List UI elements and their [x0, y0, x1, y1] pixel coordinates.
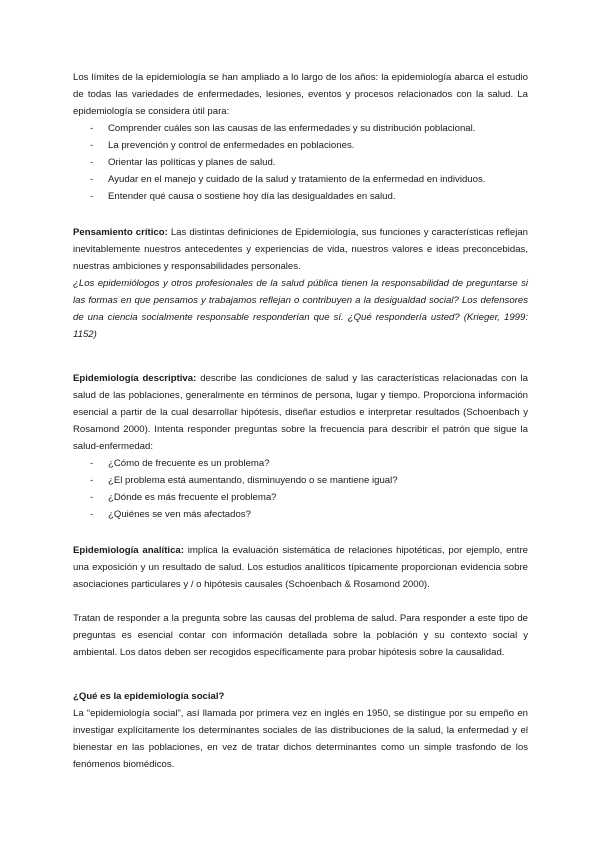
list-item: - Entender qué causa o sostiene hoy día las desigualdades en salud. [90, 191, 396, 202]
uses-list [73, 120, 528, 205]
social-epidemiology-paragraph: La “epidemiología social”, así llamada por primera vez en inglés en 1950, se distingue por su empeño en investigar explícitamente los determinantes sociales de las distribuciones de la salud, la enfermedad y el bienestar en las poblaciones, en vez de tratar dichos determinantes como un simple trasfondo de los fenómenos biomédicos. [73, 708, 528, 770]
social-epidemiology-heading: ¿Qué es la epidemiología social? [73, 691, 225, 702]
list-item: - Comprender cuáles son las causas de las enfermedades y su distribución poblacional. [90, 123, 476, 134]
critical-thinking-paragraph: Pensamiento crítico: Las distintas definiciones de Epidemiología, sus funciones y características reflejan inevitablemente nuestros antecedentes y experiencias de vida, nuestros valores e ideas preconcebidas, nuestras ambiciones y responsabilidades personales. [73, 227, 528, 272]
list-item: - La prevención y control de enfermedades en poblaciones. [90, 140, 355, 151]
descriptive-label: Epidemiología descriptiva: [73, 373, 197, 384]
analytic-paragraph: Epidemiología analítica: implica la evaluación sistemática de relaciones hipotéticas, por ejemplo, entre una exposición y un resultado de salud. Los estudios analíticos típicamente proporcionan evidencia sobre asociaciones particulares y / o hipótesis causales (Schoenbach & Rosamond 2000). [73, 545, 528, 590]
critical-thinking-quote: ¿Los epidemiólogos y otros profesionales de la salud pública tienen la responsabilidad de preguntarse si las formas en que pensamos y trabajamos reflejan o contribuyen a la desigualdad social? Los defensores de una ciencia socialmente responsable responderían que sí. ¿Qué respondería usted? (Krieger, 1999: 1152) [73, 278, 528, 340]
document-body [73, 69, 528, 773]
list-item: - Orientar las políticas y planes de salud. [90, 157, 276, 168]
list-item: - ¿Quiénes se ven más afectados? [90, 509, 251, 520]
critical-thinking-label: Pensamiento crítico: [73, 227, 168, 238]
descriptive-questions-list [73, 455, 528, 523]
list-item: - ¿El problema está aumentando, disminuyendo o se mantiene igual? [90, 475, 398, 486]
list-item: - ¿Dónde es más frecuente el problema? [90, 492, 277, 503]
descriptive-paragraph: Epidemiología descriptiva: describe las condiciones de salud y las características relacionadas con la salud de las poblaciones, generalmente en términos de persona, lugar y tiempo. Proporciona información esencial a partir de la cual desarrollar hipótesis, diseñar estudios e interpretar resultados (Schoenbach y Rosamond 2000). Intenta responder preguntas sobre la frecuencia para describir el patrón que sigue la salud-enfermedad: [73, 373, 528, 452]
list-item: - ¿Cómo de frecuente es un problema? [90, 458, 270, 469]
intro-paragraph: Los límites de la epidemiología se han ampliado a lo largo de los años: la epidemiología abarca el estudio de todas las variedades de enfermedades, lesiones, eventos y procesos relacionados con la salud. La epidemiología se considera útil para: [73, 72, 528, 117]
analytic-paragraph-2: Tratan de responder a la pregunta sobre las causas del problema de salud. Para responder a este tipo de preguntas es esencial contar con información detallada sobre la población y su contexto social y ambiental. Los datos deben ser recogidos específicamente para probar hipótesis sobre la causalidad. [73, 613, 528, 658]
list-item: - Ayudar en el manejo y cuidado de la salud y tratamiento de la enfermedad en individuos. [90, 174, 486, 185]
analytic-label: Epidemiología analítica: [73, 545, 184, 556]
